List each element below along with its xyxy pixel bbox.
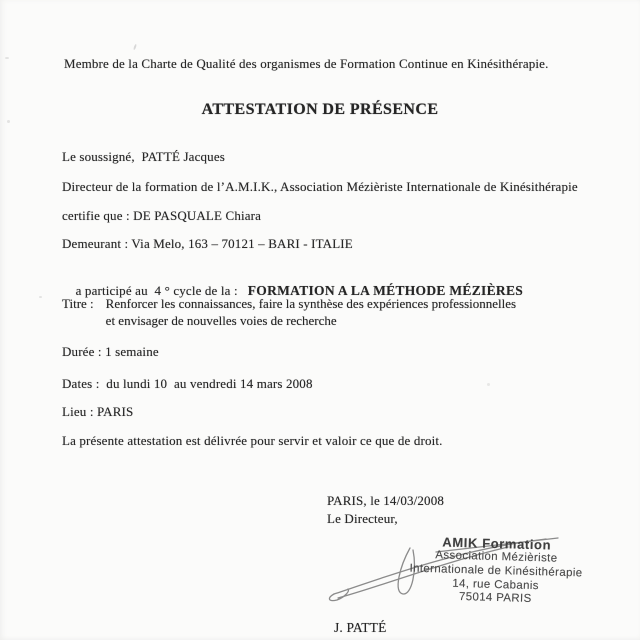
location-line: Lieu : PARIS — [62, 404, 134, 419]
document-title: ATTESTATION DE PRÉSENCE — [201, 101, 439, 118]
director-line: Directeur de la formation de l’A.M.I.K., Association Mézièriste Internationale de Kinésithérapie — [62, 179, 578, 194]
titre-text — [106, 296, 516, 329]
scan-artifact — [5, 57, 9, 59]
duration-line: Durée : 1 semaine — [62, 344, 159, 359]
certifies-line: certifie que : DE PASQUALE Chiara — [62, 208, 262, 223]
signer-name: J. PATTÉ — [334, 620, 387, 635]
amik-stamp — [399, 533, 593, 609]
quality-charter-membership-line: Membre de la Charte de Qualité des organismes de Formation Continue en Kinésithérapie. — [64, 56, 549, 71]
scan-artifact — [7, 120, 10, 123]
dates-line: Dates : du lundi 10 au vendredi 14 mars 2008 — [62, 376, 313, 391]
stamp-line-street: 14, rue Cabanis — [452, 577, 539, 592]
scan-artifact — [133, 44, 137, 50]
stamp-line-org: AMIK Formation — [442, 534, 552, 553]
stamp-line-city: 75014 PARIS — [458, 591, 532, 606]
scan-artifact — [39, 296, 42, 298]
scan-artifact — [487, 383, 490, 386]
participation-prefix: a participé au 4 ° cycle de la : — [75, 283, 238, 298]
course-name: FORMATION A LA MÉTHODE MÉZIÈRES — [247, 283, 524, 298]
address-line: Demeurant : Via Melo, 163 – 70121 – BARI - ITALIE — [62, 236, 353, 251]
course-title-block — [62, 296, 516, 329]
titre-label: Titre : — [62, 296, 94, 311]
signatory-role: Le Directeur, — [327, 511, 398, 526]
titre-line-1: Renforcer les connaissances, faire la synthèse des expériences professionnelles — [105, 296, 517, 311]
titre-line-2: et envisager de nouvelles voies de recherche — [105, 312, 337, 328]
place-and-date: PARIS, le 14/03/2008 — [327, 493, 445, 508]
undersigned-line: Le soussigné, PATTÉ Jacques — [62, 149, 225, 164]
closing-statement: La présente attestation est délivrée pour servir et valoir ce que de droit. — [62, 433, 443, 448]
stamp-line-assoc: Association Mézièriste — [435, 549, 558, 565]
stamp-line-intl: Internationale de Kinésithérapie — [409, 562, 583, 580]
